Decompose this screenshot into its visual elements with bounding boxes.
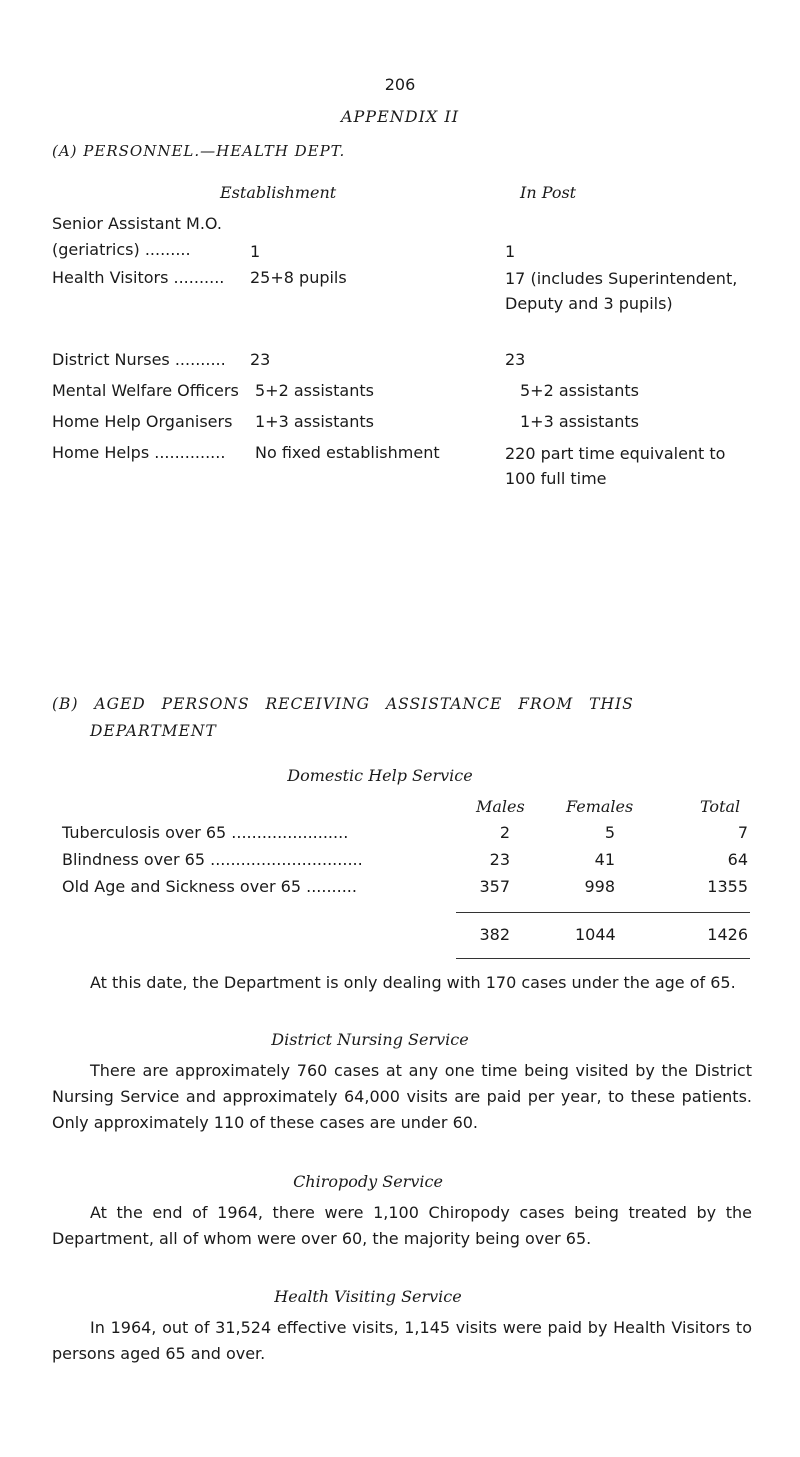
col-females-heading: Females [566, 797, 634, 816]
totals-top-rule [456, 912, 750, 913]
establishment-value: 5+2 assistants [255, 381, 374, 400]
males-value: 2 [499, 823, 510, 842]
appendix-title: APPENDIX II [340, 107, 460, 126]
col-males-heading: Males [476, 797, 525, 816]
in-post-value: 23 [505, 350, 526, 369]
females-value: 5 [604, 823, 615, 842]
females-value: 41 [594, 850, 615, 869]
establishment-value: 25+8 pupils [250, 268, 347, 287]
chiropody-paragraph [52, 1200, 752, 1252]
in-post-value: 1 [505, 242, 516, 261]
district-nursing-text: There are approximately 760 cases at any one time being visited by the District Nursing Service and approximately 64,000 visits are paid per year, to these patients. Only approximately 110 of these cases are under 60. [52, 1061, 752, 1132]
establishment-value: 1 [250, 242, 261, 261]
district-nursing-heading: District Nursing Service [271, 1030, 469, 1049]
in-post-value: 17 (includes Superintendent, Deputy and 3 pupils) [505, 269, 738, 313]
domestic-row-label: Blindness over 65 .............................. [62, 850, 363, 869]
domestic-help-heading: Domestic Help Service [287, 766, 473, 785]
health-visiting-paragraph [52, 1315, 752, 1367]
chiropody-heading: Chiropody Service [293, 1172, 443, 1191]
personnel-label: Home Helps .............. [52, 443, 226, 462]
chiropody-text: At the end of 1964, there were 1,100 Chiropody cases being treated by the Department, all of whom were over 60, the majority being over 65. [52, 1203, 752, 1248]
health-visiting-heading: Health Visiting Service [274, 1287, 462, 1306]
in-post-value: 5+2 assistants [520, 381, 639, 400]
total-value: 1355 [707, 877, 748, 896]
section-a-title: (A) PERSONNEL.—HEALTH DEPT. [52, 142, 346, 160]
personnel-label: Home Help Organisers [52, 412, 233, 431]
females-total: 1044 [575, 925, 616, 944]
totals-bottom-rule [456, 958, 750, 959]
personnel-label: District Nurses .......... [52, 350, 226, 369]
domestic-row-label: Old Age and Sickness over 65 .......... [62, 877, 357, 896]
section-b-title-cont: DEPARTMENT [90, 722, 217, 740]
health-visiting-text: In 1964, out of 31,524 effective visits, 1,145 visits were paid by Health Visitors to persons aged 65 and over. [52, 1318, 752, 1363]
col-in-post-heading: In Post [520, 183, 577, 202]
in-post-value: 220 part time equivalent to 100 full time [505, 444, 726, 488]
personnel-label: Mental Welfare Officers [52, 381, 239, 400]
males-value: 357 [479, 877, 510, 896]
males-value: 23 [489, 850, 510, 869]
personnel-label: Senior Assistant M.O. [52, 214, 222, 233]
personnel-label-cont: (geriatrics) ......... [52, 240, 191, 259]
in-post-value: 1+3 assistants [520, 412, 639, 431]
establishment-value: No fixed establishment [255, 443, 440, 462]
section-b-title: (B) AGED PERSONS RECEIVING ASSISTANCE FROM THIS [52, 695, 634, 713]
domestic-help-note-text: At this date, the Department is only dealing with 170 cases under the age of 65. [90, 973, 736, 992]
establishment-value: 1+3 assistants [255, 412, 374, 431]
col-establishment-heading: Establishment [220, 183, 337, 202]
page-number: 206 [384, 75, 416, 94]
district-nursing-paragraph [52, 1058, 752, 1136]
col-total-heading: Total [700, 797, 741, 816]
total-value: 7 [737, 823, 748, 842]
total-value: 64 [727, 850, 748, 869]
males-total: 382 [479, 925, 510, 944]
establishment-value: 23 [250, 350, 271, 369]
domestic-row-label: Tuberculosis over 65 ....................... [62, 823, 349, 842]
personnel-label: Health Visitors .......... [52, 268, 225, 287]
domestic-help-note [52, 970, 752, 996]
females-value: 998 [584, 877, 615, 896]
grand-total: 1426 [707, 925, 748, 944]
